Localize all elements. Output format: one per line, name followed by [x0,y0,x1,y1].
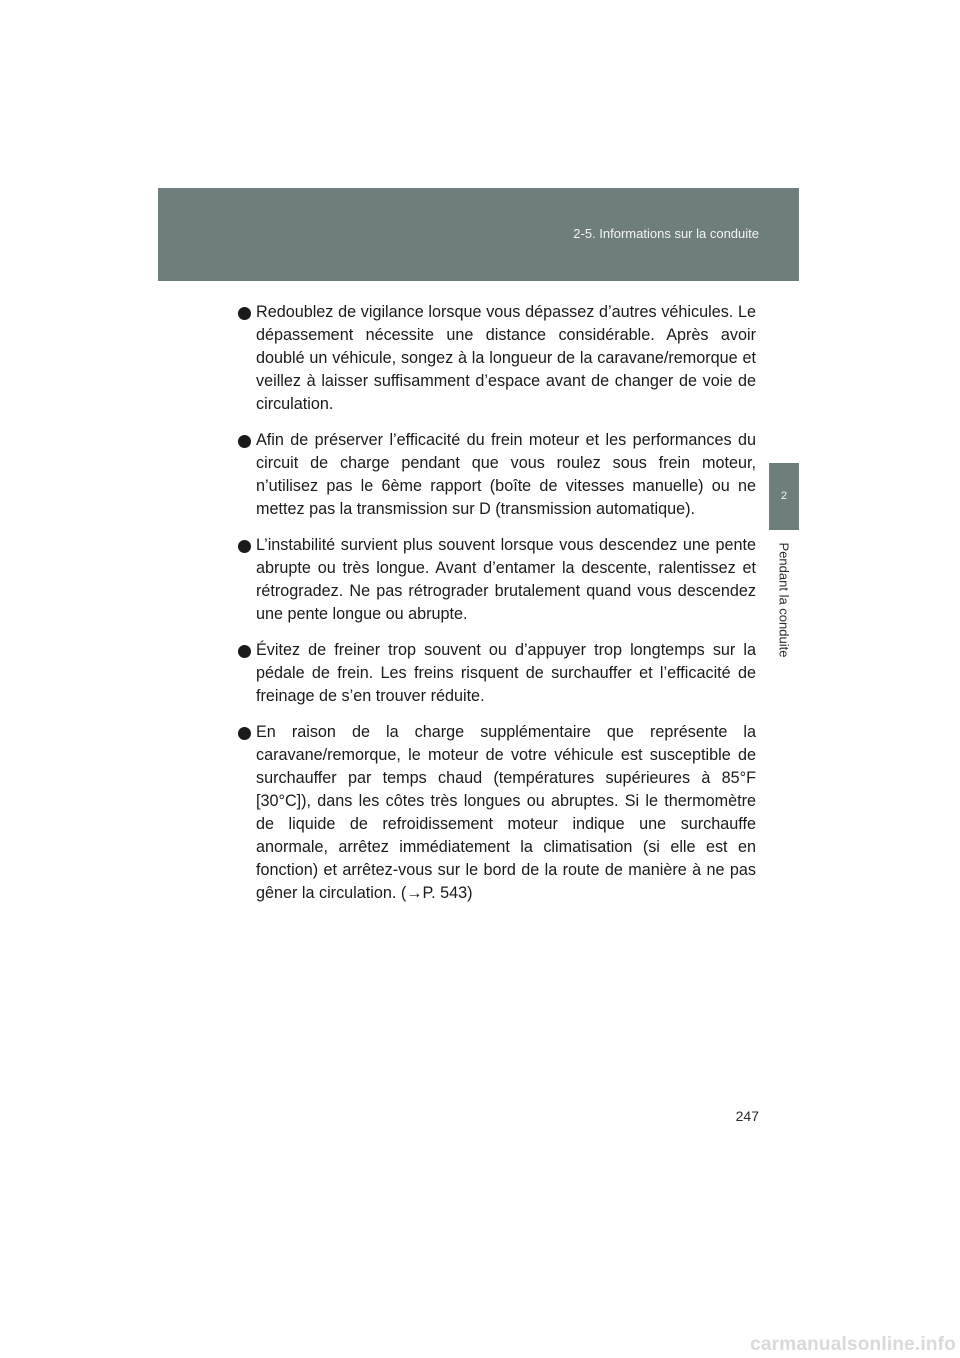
bullet-item [238,639,756,708]
bullet-item [238,429,756,521]
bullet-text: Redoublez de vigilance lorsque vous dépassez d’autres véhicules. Le dépassement nécessite une distance considérable. Après avoir doublé un véhicule, songez à la longueur de la caravane/remorque et veillez à laisser suffisamment d’espace avant de changer de voie de circulation. [256,303,756,413]
section-title: 2-5. Informations sur la conduite [573,226,759,241]
bullet-dot-icon [238,307,251,320]
chapter-number: 2 [780,490,788,502]
watermark: carmanualsonline.info [750,1334,956,1355]
bullet-text: En raison de la charge supplémentaire que représente la caravane/remorque, le moteur de votre véhicule est susceptible de surchauffer par temps chaud (températures supérieures à 85°F [30°C]), dans les côtes très longues ou abruptes. Si le thermomètre de liquide de refroidissement moteur indique une surchauffe anormale, arrêtez immédiatement la climatisation (si elle est en fonction) et arrêtez-vous sur le bord de la route de manière à ne pas gêner la circulation. (→P. 543) [256,723,756,902]
bullet-dot-icon [238,727,251,740]
page-number: 247 [735,1108,759,1124]
bullet-dot-icon [238,435,251,448]
bullet-item [238,301,756,416]
content-body [238,301,756,918]
chapter-label: Pendant la conduite [776,542,792,658]
bullet-dot-icon [238,645,251,658]
bullet-item [238,721,756,905]
chapter-tab [769,463,799,530]
bullet-item [238,534,756,626]
bullet-text: Afin de préserver l’efficacité du frein moteur et les performances du circuit de charge pendant que vous roulez sous frein moteur, n’utilisez pas le 6ème rapport (boîte de vitesses manuelle) ou ne mettez pas la transmission sur D (transmission automatique). [256,431,756,518]
bullet-dot-icon [238,540,251,553]
header-band [158,188,799,281]
bullet-text: Évitez de freiner trop souvent ou d’appuyer trop longtemps sur la pédale de frein. Les freins risquent de surchauffer et l’efficacité de freinage de s’en trouver réduite. [256,641,756,705]
bullet-text: L’instabilité survient plus souvent lorsque vous descendez une pente abrupte ou très longue. Avant d’entamer la descente, ralentissez et rétrogradez. Ne pas rétrograder brutalement quand vous descendez une pente longue ou abrupte. [256,536,756,623]
